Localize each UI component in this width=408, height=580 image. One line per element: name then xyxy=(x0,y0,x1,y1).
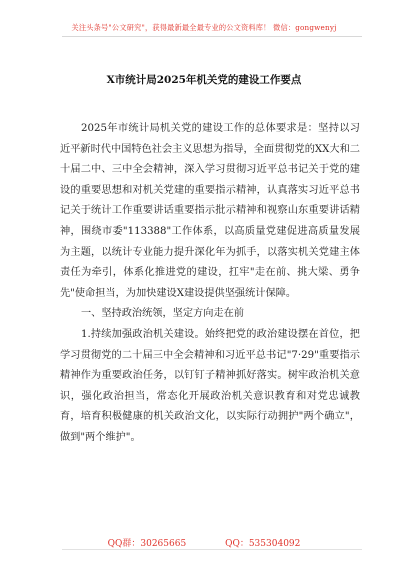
header-promo-note: 关注头条号"公文研究"，获得最新最全最专业的公文资料库！ 微信：gongwenyj xyxy=(71,23,337,32)
item-paragraph-1: 1.持续加强政治机关建设。始终把党的政治建设摆在首位，把学习贯彻党的二十届三中全会精神和习近平总书记"7·29"重要指示精神作为重要政治任务，以钉钉子精神抓好落实。树牢政治机关意识，强化政治担当，常态化开展政治机关意识教育和对党忠诚教育，培育积极健康的机关政治文化，以实际行动拥护"两个确立"，做到"两个维护"。 xyxy=(60,328,360,443)
header-divider xyxy=(62,36,362,37)
footer-qq: QQ：535304092 xyxy=(225,539,301,549)
section-heading: 一、坚持政治统领，坚定方向走在前 xyxy=(81,308,244,320)
document-title: X市统计局2025年机关党的建设工作要点 xyxy=(106,74,302,86)
intro-paragraph: 2025年市统计局机关党的建设工作的总体要求是：坚持以习近平新时代中国特色社会主义思想为指导，全面贯彻党的XX大和二十届二中、三中全会精神，深入学习贯彻习近平总书记关于党的建设的重要思想和对机关党建的重要指示精神，认真落实习近平总书记关于统计工作重要讲话重要指示批示精神和视察山东重要讲话精神，围绕市委"113388"工作体系，以高质量党建促进高质量发展为主题，以统计专业能力提升深化年为抓手，以落实机关党建主体责任为牵引，体系化推进党的建设，扛牢"走在前、挑大梁、勇争先"使命担当，为加快建设X建设提供坚强统计保障。 xyxy=(60,123,360,299)
footer-divider xyxy=(62,549,362,550)
footer-contact xyxy=(0,536,408,549)
document-body xyxy=(60,119,360,449)
footer-qq-group: QQ群：30265665 xyxy=(107,539,187,549)
